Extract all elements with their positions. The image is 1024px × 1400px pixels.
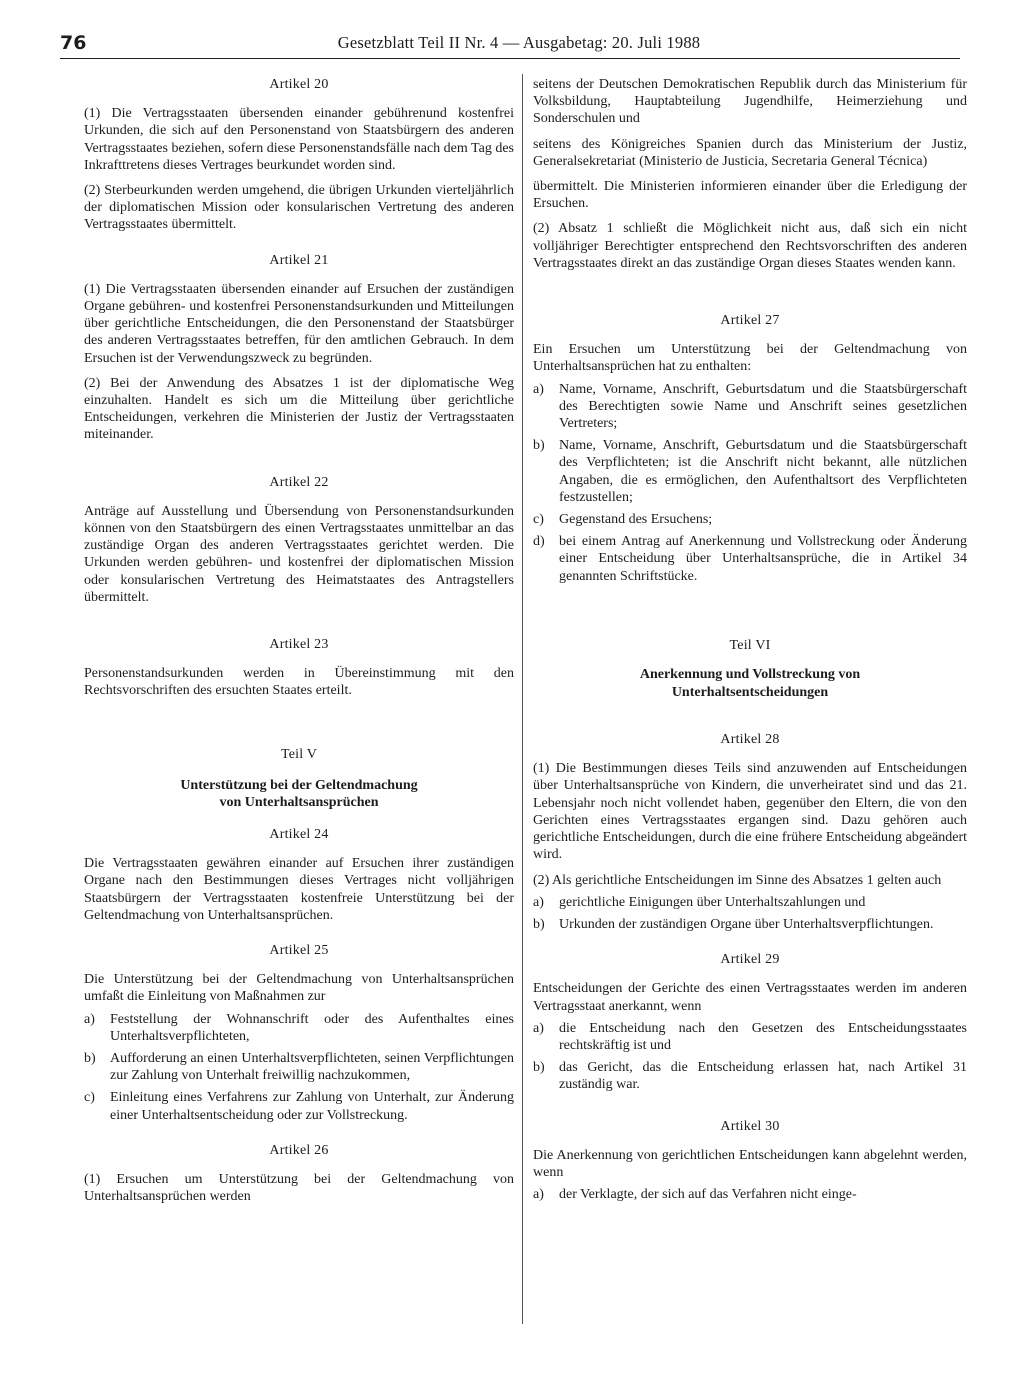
article-25-intro: Die Unterstützung bei der Geltendmachung von Unterhaltsansprüchen umfaßt die Einleitung von Maßnahmen zur (84, 972, 514, 1005)
list-label: b) (533, 1060, 545, 1076)
article-21-para-1: (1) Die Vertragsstaaten übersenden einander auf Ersuchen der zuständigen Organe gebühren- und kostenfrei Personenstandsurkunden und Mitteilungen über gerichtliche Entscheidungen, die den Personenstand der Staatsbürger des anderen Vertragsstaates betreffen, für den amtlichen Gebrauch. In dem Ersuchen ist der Verwendungszweck zu begründen. (84, 281, 514, 366)
article-25-item-a (84, 1011, 514, 1045)
teil-6-subheading-line-1: Anerkennung und Vollstreckung von (639, 667, 861, 683)
article-29-item-a (533, 1020, 967, 1054)
article-20-para-2: (2) Sterbeurkunden werden umgehend, die übrigen Urkunden vierteljährlich der diplomatischen Mission oder konsularischen Vertretung des anderen Vertragsstaates übermittelt. (84, 183, 514, 233)
list-label: d) (533, 534, 545, 550)
article-23-para-1: Personenstandsurkunden werden in Übereinstimmung mit den Rechtsvorschriften des ersuchten Staates erteilt. (84, 666, 514, 699)
article-30-intro: Die Anerkennung von gerichtlichen Entscheidungen kann abgelehnt werden, wenn (533, 1147, 967, 1180)
list-text: Feststellung der Wohnanschrift oder des Aufenthaltes eines Unterhaltsverpflichteten, (110, 1011, 514, 1044)
article-29-heading: Artikel 29 (720, 952, 780, 968)
article-27-item-c (533, 511, 967, 528)
teil-5-subheading-line-1: Unterstützung bei der Geltendmachung (180, 777, 418, 793)
list-label: a) (533, 894, 544, 910)
right-column (533, 76, 967, 1203)
article-26-cont-para-3: übermittelt. Die Ministerien informieren einander über die Erledigung der Ersuchen. (533, 179, 967, 212)
teil-5-heading: Teil V (280, 746, 318, 762)
list-text: bei einem Antrag auf Anerkennung und Vollstreckung oder Änderung einer Entscheidung über Unterhaltsansprüche, die in Artikel 34 genannten Schriftstücke. (559, 534, 967, 584)
article-25-item-c (84, 1089, 514, 1123)
list-text: Urkunden der zuständigen Organe über Unterhaltsverpflichtungen. (559, 916, 934, 932)
list-label: b) (533, 438, 545, 454)
article-26-para-1: (1) Ersuchen um Unterstützung bei der Geltendmachung von Unterhaltsansprüchen werden (84, 1171, 514, 1205)
article-30-heading: Artikel 30 (720, 1118, 780, 1134)
spacer (533, 585, 967, 637)
list-label: b) (533, 916, 545, 932)
list-text: Name, Vorname, Anschrift, Geburtsdatum und die Staatsbürgerschaft des Berechtigten sowie Name und Anschrift seines gesetzlichen Vertreters; (559, 381, 967, 432)
list-label: a) (84, 1011, 95, 1027)
running-title-text: Gesetzblatt Teil II Nr. 4 — Ausgabetag: 20. Juli 1988 (337, 33, 701, 52)
article-25-item-b (84, 1050, 514, 1084)
teil-6-heading: Teil VI (729, 637, 771, 653)
list-label: c) (533, 512, 544, 528)
list-text: Aufforderung an einen Unterhaltsverpflichteten, seinen Verpflichtungen zur Zahlung von Unterhalt freiwillig nachzukommen, (110, 1050, 514, 1084)
article-24-heading: Artikel 24 (269, 826, 329, 842)
left-column (84, 76, 514, 1205)
list-text: Name, Vorname, Anschrift, Geburtsdatum und die Staatsbürgerschaft des Verpflichteten; ist die Anschrift nicht bekannt, alle nützlichen Angaben, die es ermöglichen, den Aufenthaltsort des Verpflichteten festzustellen; (559, 438, 967, 505)
article-26-heading: Artikel 26 (269, 1142, 329, 1158)
article-28-heading: Artikel 28 (720, 732, 780, 748)
teil-6-subheading (533, 666, 967, 701)
article-26-cont-para-1: seitens der Deutschen Demokratischen Republik durch das Ministerium für Volksbildung, Hauptabteilung Jugendhilfe, Heimerziehung und Sonderschulen und (533, 77, 967, 127)
list-label: a) (533, 381, 544, 397)
page-number: 76 (60, 32, 87, 54)
teil-5-subheading-line-2: von Unterhaltsansprüchen (219, 795, 379, 811)
list-label: c) (84, 1090, 95, 1106)
list-text: das Gericht, das die Entscheidung erlassen hat, nach Artikel 31 zuständig war. (559, 1060, 967, 1093)
list-text: der Verklagte, der sich auf das Verfahren nicht einge- (559, 1187, 857, 1203)
article-27-intro: Ein Ersuchen um Unterstützung bei der Geltendmachung von Unterhaltsansprüchen hat zu enthalten: (533, 342, 967, 375)
list-label: b) (84, 1050, 96, 1066)
article-28-para-2: (2) Als gerichtliche Entscheidungen im Sinne des Absatzes 1 gelten auch (533, 872, 942, 888)
article-20-para-1: (1) Die Vertragsstaaten übersenden einander gebührenund kostenfrei Urkunden, die sich auf den Personenstand von Staatsbürgern des anderen Vertragsstaates beziehen, sofern diese Personenstandsfälle nach dem Tag des Inkrafttretens dieses Vertrages beurkundet worden sind. (84, 106, 514, 173)
article-21-para-2: (2) Bei der Anwendung des Absatzes 1 ist der diplomatische Weg einzuhalten. Handelt es sich um die Mitteilung über gerichtliche Entscheidungen, verkehren die Ministerien der Justiz der Vertragsstaaten miteinander. (84, 375, 514, 443)
running-title (60, 33, 960, 53)
article-27-item-a (533, 381, 967, 433)
article-27-item-d (533, 533, 967, 585)
list-text: Einleitung eines Verfahrens zur Zahlung von Unterhalt, zur Änderung einer Unterhaltsentscheidung oder zur Vollstreckung. (110, 1090, 514, 1123)
page-header (60, 30, 960, 59)
list-label: a) (533, 1187, 544, 1203)
list-text: gerichtliche Einigungen über Unterhaltszahlungen und (559, 894, 866, 910)
article-25-heading: Artikel 25 (269, 942, 329, 958)
article-20-heading: Artikel 20 (269, 77, 329, 92)
teil-5-subheading (84, 777, 514, 812)
article-22-para-1: Anträge auf Ausstellung und Übersendung von Personenstandsurkunden können von den Staatsbürgern des einen Vertragsstaates unmittelbar an das zuständige Organ des anderen Vertragsstaates gerichtet werden. Die Urkunden werden gebühren- und kostenfrei der diplomatischen Mission oder konsularischen Vertretung des Heimatstaates des Antragstellers übermittelt. (84, 503, 514, 605)
article-28-item-a (533, 894, 967, 911)
article-24-para-1: Die Vertragsstaaten gewähren einander auf Ersuchen ihrer zuständigen Organe nach den Bestimmungen dieses Vertrages nicht volljährigen Staatsbürgern der Vertragsstaaten kostenfreie Unterstützung bei der Geltendmachung von Unterhaltsansprüchen. (84, 856, 514, 923)
column-divider (522, 74, 523, 1324)
teil-6-subheading-line-2: Unterhaltsentscheidungen (671, 684, 829, 700)
list-text: die Entscheidung nach den Gesetzen des Entscheidungsstaates rechtskräftig ist und (559, 1020, 967, 1053)
article-21-heading: Artikel 21 (269, 252, 329, 268)
article-28-para-1: (1) Die Bestimmungen dieses Teils sind anzuwenden auf Entscheidungen über Unterhaltsansprüche von Kindern, die unverheiratet sind und das 21. Lebensjahr noch nicht vollendet haben, gegenüber den Eltern, die von den Gerichten eines Vertragsstaates ergangen sind. Dazu gehören auch gerichtliche Entscheidungen, durch die eine frühere Entscheidung abgeändert wird. (533, 761, 967, 863)
article-29-intro: Entscheidungen der Gerichte des einen Vertragsstaates werden im anderen Vertragsstaat anerkannt, wenn (533, 981, 967, 1014)
article-27-heading: Artikel 27 (720, 313, 780, 329)
article-26-cont-para-2: seitens des Königreiches Spanien durch das Ministerium der Justiz, Generalsekretariat (Ministerio de Justicia, Secretaria General Técnica) (533, 136, 967, 169)
article-26-cont-para-4: (2) Absatz 1 schließt die Möglichkeit nicht aus, daß sich ein nicht volljähriger Berechtigter entsprechend den Rechtsvorschriften des anderen Vertragsstaates direkt an das zuständige Organ dieses Staates wenden kann. (533, 221, 967, 271)
list-text: Gegenstand des Ersuchens; (559, 512, 713, 528)
list-label: a) (533, 1020, 544, 1036)
article-22-heading: Artikel 22 (269, 474, 329, 490)
article-29-item-b (533, 1059, 967, 1093)
article-30-item-a (533, 1186, 967, 1203)
article-23-heading: Artikel 23 (269, 637, 329, 653)
article-28-item-b (533, 916, 967, 933)
article-27-item-b (533, 437, 967, 506)
